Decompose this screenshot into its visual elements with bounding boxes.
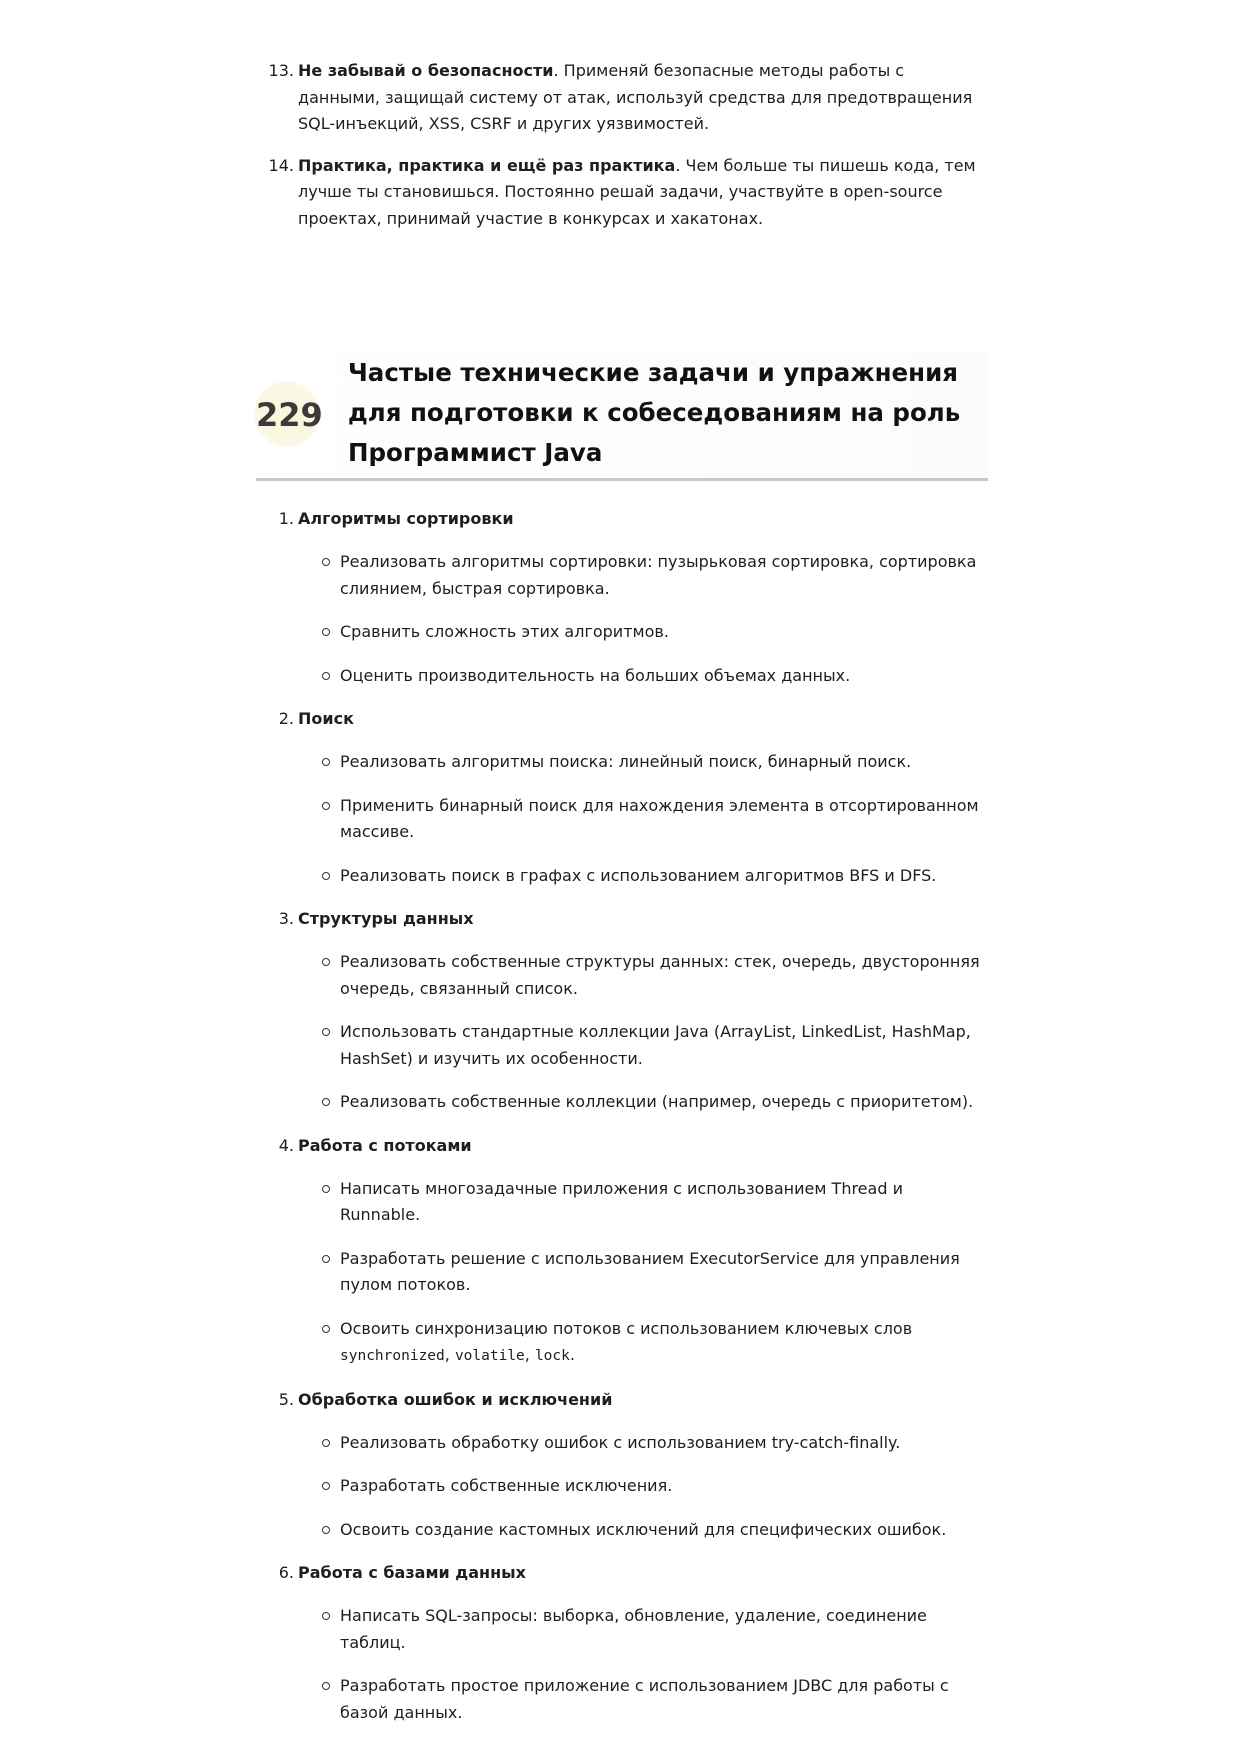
sub-item [340, 1473, 988, 1500]
sub-item [340, 619, 988, 646]
sub-item [340, 1517, 988, 1544]
task-group-search [278, 706, 988, 889]
bullet-circle-icon [322, 1325, 330, 1333]
bullet-circle-icon [322, 958, 330, 966]
item-text: . Применяй безопасные методы работы с данными, защищай систему от атак, используй средства для предотвращения SQL-инъекций, XSS, CSRF и других уязвимостей. [298, 61, 973, 133]
sub-item [340, 749, 988, 776]
group-title: Работа с базами данных [298, 1563, 526, 1582]
sub-item [340, 1430, 988, 1457]
sub-item-text: Разработать простое приложение с использованием JDBC для работы с базой данных. [340, 1676, 949, 1722]
code-keyword: volatile [454, 1348, 525, 1364]
item-number: 13. [268, 61, 294, 80]
group-number: 4. [278, 1135, 294, 1155]
list-item [268, 58, 988, 138]
group-number: 5. [278, 1389, 294, 1409]
section-title: Частые технические задачи и упражнения для подготовки к собеседованиям на роль Программист Java [348, 358, 961, 467]
sub-list [340, 949, 988, 1116]
group-heading [278, 1133, 988, 1159]
section-number: 229 [256, 396, 323, 434]
bullet-circle-icon [322, 1682, 330, 1690]
group-number: 2. [278, 709, 294, 728]
bullet-circle-icon [322, 628, 330, 636]
sub-item-text: Использовать стандартные коллекции Java (ArrayList, LinkedList, HashMap, HashSet) и изучить их особенности. [340, 1022, 971, 1068]
group-title: Обработка ошибок и исключений [298, 1389, 613, 1409]
section-header [256, 351, 988, 481]
code-keyword: lock [534, 1348, 570, 1364]
bullet-circle-icon [322, 672, 330, 680]
task-group-sorting [278, 506, 988, 689]
top-numbered-list [268, 58, 988, 247]
sub-item-text: Реализовать алгоритмы поиска: линейный поиск, бинарный поиск. [340, 752, 912, 771]
sub-item-text: Разработать решение с использованием ExecutorService для управления пулом потоков. [340, 1248, 960, 1294]
sub-item [340, 1176, 988, 1229]
group-title: Алгоритмы сортировки [298, 509, 514, 528]
sub-item [340, 1603, 988, 1656]
bullet-circle-icon [322, 1526, 330, 1534]
sub-list [340, 1430, 988, 1544]
sub-item [340, 1673, 988, 1726]
group-number: 1. [278, 509, 294, 528]
separator: , [444, 1345, 455, 1364]
bullet-circle-icon [322, 1612, 330, 1620]
bullet-circle-icon [322, 1482, 330, 1490]
group-title: Работа с потоками [298, 1135, 472, 1155]
section-divider [256, 478, 988, 481]
sub-item [340, 1089, 988, 1116]
task-list [278, 506, 988, 1743]
sub-item-text: Освоить синхронизацию потоков с использованием ключевых слов [340, 1318, 913, 1338]
group-heading [278, 506, 988, 532]
task-group-data-structures [278, 906, 988, 1116]
sub-item-text: Реализовать обработку ошибок с использованием try-catch-finally. [340, 1432, 901, 1452]
sub-item [340, 549, 988, 602]
bullet-circle-icon [322, 1439, 330, 1447]
bullet-circle-icon [322, 1255, 330, 1263]
group-heading [278, 906, 988, 932]
bullet-circle-icon [322, 1185, 330, 1193]
task-group-threads [278, 1133, 988, 1370]
bullet-circle-icon [322, 1028, 330, 1036]
sub-item [340, 863, 988, 890]
sub-item-text: Реализовать собственные структуры данных: стек, очередь, двусторонняя очередь, связанный список. [340, 952, 980, 998]
sub-item [340, 793, 988, 846]
sub-item [340, 1246, 988, 1299]
sub-item-text: Написать многозадачные приложения с использованием Thread и Runnable. [340, 1178, 903, 1224]
bullet-circle-icon [322, 758, 330, 766]
sub-list [340, 749, 988, 889]
bullet-circle-icon [322, 558, 330, 566]
group-heading [278, 1387, 988, 1413]
sub-item-text: Применить бинарный поиск для нахождения элемента в отсортированном массиве. [340, 795, 979, 841]
sub-item [340, 1316, 988, 1370]
bullet-circle-icon [322, 1098, 330, 1106]
sub-item-text: Реализовать алгоритмы сортировки: пузырьковая сортировка, сортировка слиянием, быстрая сортировка. [340, 552, 977, 598]
item-text: . Чем больше ты пишешь кода, тем лучше ты становишься. Постоянно решай задачи, участвуйте в open-source проектах, принимай участие в конкурсах и хакатонах. [298, 155, 976, 228]
sub-list [340, 549, 988, 689]
group-heading [278, 706, 988, 732]
sub-item-text: Оценить производительность на больших объемах данных. [340, 665, 851, 685]
sub-list [340, 1176, 988, 1370]
sub-item-text: Реализовать поиск в графах с использованием алгоритмов BFS и DFS. [340, 865, 937, 885]
item-bold-lead: Не забывай о безопасности [298, 61, 554, 80]
task-group-exceptions [278, 1387, 988, 1544]
sub-item-text: Написать SQL-запросы: выборка, обновление, удаление, соединение таблиц. [340, 1606, 927, 1652]
item-bold-lead: Практика, практика и ещё раз практика [298, 155, 676, 175]
sub-item-text: Реализовать собственные коллекции (например, очередь с приоритетом). [340, 1092, 974, 1111]
separator: . [569, 1345, 575, 1364]
sub-item [340, 1019, 988, 1072]
group-title: Поиск [298, 709, 354, 728]
list-item [268, 153, 988, 233]
sub-list [340, 1603, 988, 1726]
sub-item [340, 663, 988, 690]
sub-item-text: Освоить создание кастомных исключений для специфических ошибок. [340, 1519, 947, 1539]
group-number: 6. [278, 1563, 294, 1582]
sub-item-text: Сравнить сложность этих алгоритмов. [340, 622, 669, 641]
group-number: 3. [278, 909, 294, 928]
code-keyword: synchronized [340, 1348, 445, 1364]
bullet-circle-icon [322, 872, 330, 880]
group-title: Структуры данных [298, 909, 474, 928]
bullet-circle-icon [322, 802, 330, 810]
task-group-databases [278, 1560, 988, 1726]
item-number: 14. [268, 155, 294, 175]
group-heading [278, 1560, 988, 1586]
sub-item-text: Разработать собственные исключения. [340, 1476, 673, 1495]
separator: , [524, 1345, 535, 1364]
sub-item [340, 949, 988, 1002]
